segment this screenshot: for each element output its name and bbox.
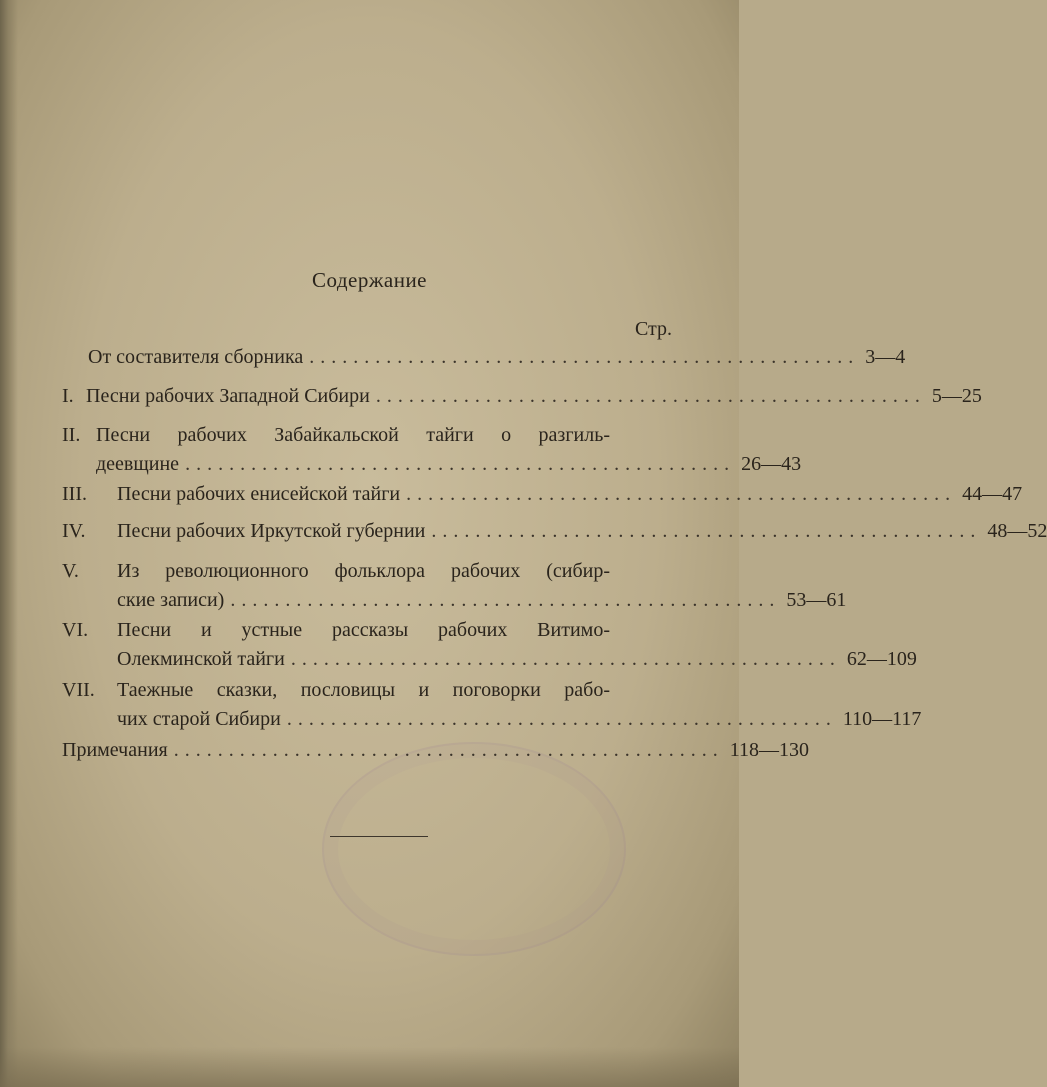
toc-entry-4 (62, 517, 1047, 546)
toc-entry-7 (62, 676, 922, 734)
dot-leader: .................................................. (173, 739, 724, 761)
toc-entry-title: Из революционного фольклора рабочих (сибир- (117, 560, 610, 582)
toc-entry-pages: 118—130 (729, 739, 809, 761)
toc-entry-pages: 44—47 (962, 483, 1023, 505)
page-column-label: Стр. (634, 318, 672, 340)
toc-entry-6 (62, 616, 917, 674)
toc-entry-title: Песни рабочих Западной Сибири (86, 385, 370, 407)
toc-entry-notes (62, 736, 809, 765)
dot-leader: .................................................. (290, 648, 841, 670)
toc-entry-title: Песни и устные рассказы рабочих Витимо- (117, 619, 610, 641)
toc-entry-pages: 48—52 (987, 520, 1047, 542)
toc-entry-2 (62, 421, 802, 479)
toc-entry-number: III. (62, 483, 87, 505)
dot-leader: .................................................. (375, 385, 926, 407)
toc-entry-title: Песни рабочих Забайкальской тайги о разгиль- (96, 424, 610, 446)
dot-leader: .................................................. (230, 589, 781, 611)
toc-entry-pages: 26—43 (741, 453, 802, 475)
toc-entry-title-cont: деевщине (96, 453, 180, 475)
toc-entry-title-cont: чих старой Сибири (117, 708, 281, 730)
toc-entry-title: От составителя сборника (88, 346, 304, 368)
dot-leader: .................................................. (406, 483, 957, 505)
closing-rule (330, 836, 428, 837)
toc-entry-title-cont: Олекминской тайги (117, 648, 285, 670)
toc-entry-number: II. (62, 424, 81, 446)
toc-entry-title-cont: ские записи) (117, 589, 225, 611)
dot-leader: .................................................. (309, 346, 860, 368)
toc-entry-number: VI. (62, 619, 89, 641)
toc-entry-title: Песни рабочих Иркутской губернии (117, 520, 426, 542)
page-edge-shadow (0, 0, 18, 1087)
toc-entry-number: V. (62, 560, 79, 582)
toc-entry-preface (62, 343, 906, 372)
toc-entry-pages: 53—61 (786, 589, 847, 611)
toc-entry-pages: 62—109 (846, 648, 917, 670)
toc-entry-title: Таежные сказки, пословицы и поговорки рабо- (117, 679, 610, 701)
contents-heading: Содержание (311, 268, 428, 292)
page-bottom-shade (0, 1047, 739, 1087)
toc-entry-1 (62, 382, 982, 411)
toc-entry-5 (62, 557, 847, 615)
toc-entry-number: VII. (62, 679, 95, 701)
toc-entry-pages: 3—4 (865, 346, 906, 368)
toc-entry-pages: 5—25 (931, 385, 982, 407)
faded-library-stamp (322, 742, 626, 956)
dot-leader: .................................................. (286, 708, 837, 730)
toc-entry-number: IV. (62, 520, 86, 542)
toc-entry-3 (62, 480, 1023, 509)
toc-entry-title: Примечания (62, 739, 168, 761)
toc-entry-title: Песни рабочих енисейской тайги (117, 483, 401, 505)
toc-entry-number: I. (62, 385, 74, 407)
dot-leader: .................................................. (185, 453, 736, 475)
dot-leader: .................................................. (431, 520, 982, 542)
toc-entry-pages: 110—117 (842, 708, 922, 730)
